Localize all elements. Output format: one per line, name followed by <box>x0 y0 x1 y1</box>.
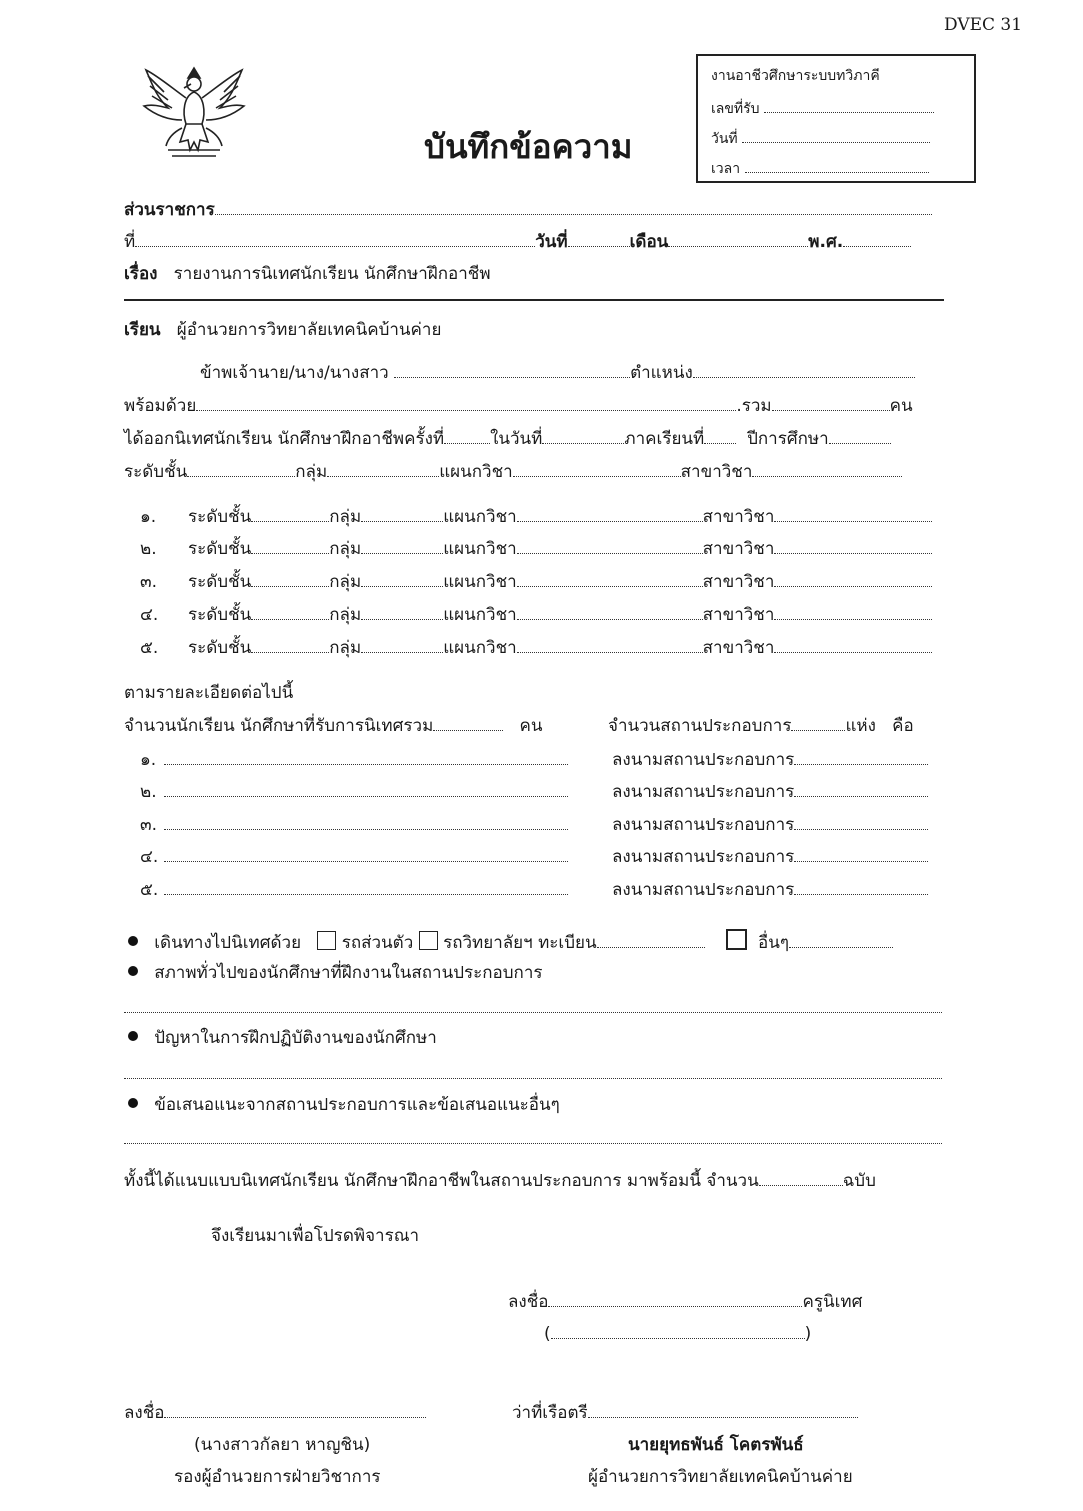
ref-label: ที่ <box>124 232 136 252</box>
bullet-icon <box>128 1031 138 1041</box>
paren-close: ) <box>804 1324 812 1344</box>
group-number: ๕. <box>140 638 159 658</box>
company-number: ๒. <box>140 782 157 802</box>
group-group-label: กลุ่ม <box>329 638 362 658</box>
director-prefix: ว่าที่เรือตรี <box>512 1403 588 1423</box>
companies-is: คือ <box>892 716 914 736</box>
level-label: ระดับชั้น <box>124 462 188 482</box>
group-dept-field[interactable] <box>517 507 703 522</box>
ref-row <box>124 231 911 253</box>
company-sign-field[interactable] <box>794 782 928 797</box>
condition-field[interactable] <box>124 1012 942 1013</box>
bullet-icon <box>128 1098 138 1108</box>
group-major-label: สาขาวิชา <box>702 605 775 625</box>
group-group-field[interactable] <box>361 605 443 620</box>
group-level-label: ระดับชั้น <box>188 638 252 658</box>
problems-field[interactable] <box>124 1078 942 1079</box>
department-subject-label: แผนกวิชา <box>439 462 513 482</box>
travel-label: เดินทางไปนิเทศด้วย <box>154 933 302 953</box>
company-sign-row <box>612 879 928 901</box>
group-number: ๔. <box>140 605 159 625</box>
company-name-field[interactable] <box>164 750 568 765</box>
deputy-sign-row <box>124 1402 426 1424</box>
attach-row <box>124 1170 876 1192</box>
group-dept-field[interactable] <box>517 572 703 587</box>
company-name-field[interactable] <box>164 847 568 862</box>
to-text: ผู้อำนวยการวิทยาลัยเทคนิคบ้านค่าย <box>176 320 442 340</box>
director-sign-field[interactable] <box>588 1403 858 1418</box>
group-group-field[interactable] <box>361 638 443 653</box>
college-car-label: รถวิทยาลัยฯ ทะเบียน <box>443 933 597 953</box>
problems-row <box>128 1027 437 1049</box>
group-level-field[interactable] <box>251 572 329 587</box>
companies-count-row <box>608 715 914 737</box>
companies-label: จำนวนสถานประกอบการ <box>608 716 792 736</box>
deputy-sign-label: ลงชื่อ <box>124 1403 165 1423</box>
suggestions-field[interactable] <box>124 1143 942 1144</box>
condition-label: สภาพทั่วไปของนักศึกษาที่ฝึกงานในสถานประกอบการ <box>154 963 543 983</box>
company-number: ๕. <box>140 880 159 900</box>
position-field[interactable] <box>693 363 915 378</box>
form-code: DVEC 31 <box>944 15 1023 35</box>
company-row <box>140 846 568 868</box>
subject-label: เรื่อง <box>124 264 158 284</box>
group-group-field[interactable] <box>361 507 443 522</box>
day-label: วันที่ <box>535 232 568 252</box>
total-field[interactable] <box>772 396 890 411</box>
supervisor-name-row <box>544 1323 811 1345</box>
group-major-label: สาขาวิชา <box>702 539 775 559</box>
receipt-box <box>696 54 976 183</box>
accompany-label: พร้อมด้วย <box>124 396 197 416</box>
company-sign-label: ลงนามสถานประกอบการ <box>612 782 795 802</box>
company-sign-row <box>612 749 928 771</box>
subject-row <box>124 263 491 285</box>
major-label: สาขาวิชา <box>680 462 753 482</box>
company-name-field[interactable] <box>164 880 568 895</box>
students-field[interactable] <box>433 716 503 731</box>
position-label: ตำแหน่ง <box>630 363 693 383</box>
academic-year-field[interactable] <box>829 429 891 444</box>
body-line-3 <box>124 428 891 450</box>
name-field[interactable] <box>394 363 630 378</box>
receipt-time-field[interactable] <box>745 158 929 173</box>
name-label: ข้าพเจ้านาย/นาง/นางสาว <box>200 363 389 383</box>
company-sign-field[interactable] <box>794 880 928 895</box>
group-major-field[interactable] <box>774 605 932 620</box>
bullet-icon <box>128 966 138 976</box>
travel-row <box>128 929 893 954</box>
group-row <box>140 571 932 593</box>
closing-text: จึงเรียนมาเพื่อโปรดพิจารณา <box>211 1226 420 1246</box>
group-level-field[interactable] <box>251 507 329 522</box>
subject-text: รายงานการนิเทศนักเรียน นักศึกษาฝึกอาชีพ <box>173 264 491 284</box>
company-sign-label: ลงนามสถานประกอบการ <box>612 815 795 835</box>
group-level-label: ระดับชั้น <box>188 605 252 625</box>
company-sign-label: ลงนามสถานประกอบการ <box>612 847 795 867</box>
director-sign-row <box>512 1402 858 1424</box>
receipt-no-label: เลขที่รับ <box>711 101 760 117</box>
group-level-label: ระดับชั้น <box>188 572 252 592</box>
group-level-label: ระดับชั้น <box>188 539 252 559</box>
group-level-field[interactable] <box>251 605 329 620</box>
major-field[interactable] <box>752 462 902 477</box>
group-group-field[interactable] <box>361 539 443 554</box>
group-group-label: กลุ่ม <box>329 605 362 625</box>
suggestions-row <box>128 1094 560 1116</box>
body-line-1 <box>200 362 915 384</box>
group-major-label: สาขาวิชา <box>702 572 775 592</box>
other-travel-checkbox[interactable] <box>726 929 747 950</box>
group-major-field[interactable] <box>774 572 932 587</box>
company-sign-row <box>612 814 928 836</box>
group-level-field[interactable] <box>251 539 329 554</box>
to-label: เรียน <box>124 320 161 340</box>
bullet-icon <box>128 936 138 946</box>
company-sign-field[interactable] <box>794 847 928 862</box>
total-label: .รวม <box>736 396 772 416</box>
supervisor-sign-field[interactable] <box>548 1292 802 1307</box>
level-field[interactable] <box>187 462 295 477</box>
visit-date-field[interactable] <box>542 429 624 444</box>
ref-field[interactable] <box>135 232 535 247</box>
receipt-date-row <box>711 128 930 148</box>
year-label: พ.ศ. <box>808 232 844 252</box>
company-row <box>140 749 568 771</box>
deputy-name: (นางสาวกัลยา หาญชิน) <box>194 1435 371 1455</box>
receipt-date-field[interactable] <box>742 128 930 143</box>
department-subject-field[interactable] <box>513 462 681 477</box>
company-name-field[interactable] <box>164 815 568 830</box>
company-sign-label: ลงนามสถานประกอบการ <box>612 750 795 770</box>
company-sign-row <box>612 781 928 803</box>
condition-row <box>128 962 543 984</box>
problems-label: ปัญหาในการฝึกปฏิบัติงานของนักศึกษา <box>154 1028 437 1048</box>
attach-text: ทั้งนี้ได้แนบแบบนิเทศนักเรียน นักศึกษาฝึกอาชีพในสถานประกอบการ มาพร้อมนี้ จำนวน <box>124 1171 759 1191</box>
group-group-label: กลุ่ม <box>329 507 362 527</box>
group-dept-label: แผนกวิชา <box>443 605 517 625</box>
company-number: ๑. <box>140 750 157 770</box>
department-field[interactable] <box>215 200 932 215</box>
group-dept-field[interactable] <box>517 638 703 653</box>
group-row <box>140 506 932 528</box>
semester-field[interactable] <box>704 429 736 444</box>
total-unit: คน <box>889 396 913 416</box>
visit-date-label: ในวันที่ <box>490 429 543 449</box>
company-sign-row <box>612 846 928 868</box>
attach-unit: ฉบับ <box>842 1171 876 1191</box>
students-row <box>124 715 543 737</box>
group-major-label: สาขาวิชา <box>702 638 775 658</box>
group-dept-label: แผนกวิชา <box>443 539 517 559</box>
visit-number-label: ได้ออกนิเทศนักเรียน นักศึกษาฝึกอาชีพครั้งที่ <box>124 429 445 449</box>
group-dept-label: แผนกวิชา <box>443 638 517 658</box>
group-level-field[interactable] <box>251 638 329 653</box>
company-number: ๔. <box>140 847 159 867</box>
page-title: บันทึกข้อความ <box>424 127 633 166</box>
department-row <box>124 199 932 221</box>
month-label: เดือน <box>629 232 669 252</box>
other-travel-label: อื่นๆ <box>758 933 789 953</box>
month-field[interactable] <box>668 232 808 247</box>
day-field[interactable] <box>568 232 630 247</box>
group-label: กลุ่ม <box>295 462 328 482</box>
company-sign-label: ลงนามสถานประกอบการ <box>612 880 795 900</box>
group-group-field[interactable] <box>361 572 443 587</box>
registration-field[interactable] <box>597 933 705 948</box>
department-label: ส่วนราชการ <box>124 200 215 220</box>
companies-field[interactable] <box>791 716 845 731</box>
group-row <box>140 604 932 626</box>
group-number: ๓. <box>140 572 158 592</box>
group-row <box>140 637 932 659</box>
group-number: ๒. <box>140 539 157 559</box>
college-car-checkbox[interactable] <box>419 931 438 950</box>
body-line-2 <box>124 395 913 417</box>
group-group-label: กลุ่ม <box>329 572 362 592</box>
group-level-label: ระดับชั้น <box>188 507 252 527</box>
receipt-time-row <box>711 158 929 178</box>
receipt-date-label: วันที่ <box>711 131 738 147</box>
receipt-office: งานอาชีวศึกษาระบบทวิภาคี <box>711 68 880 84</box>
receipt-time-label: เวลา <box>711 161 741 177</box>
director-title: ผู้อำนวยการวิทยาลัยเทคนิคบ้านค่าย <box>588 1467 853 1487</box>
students-unit: คน <box>519 716 543 736</box>
body-line-4 <box>124 461 902 483</box>
private-car-checkbox[interactable] <box>317 931 336 950</box>
to-row <box>124 319 441 341</box>
suggestions-label: ข้อเสนอแนะจากสถานประกอบการและข้อเสนอแนะอื่นๆ <box>154 1095 560 1115</box>
company-sign-field[interactable] <box>794 750 928 765</box>
group-dept-field[interactable] <box>517 605 703 620</box>
group-dept-label: แผนกวิชา <box>443 572 517 592</box>
supervisor-name-field[interactable] <box>551 1324 805 1339</box>
other-travel-field[interactable] <box>789 933 893 948</box>
company-row <box>140 814 568 836</box>
attach-count-field[interactable] <box>759 1171 843 1186</box>
receipt-no-row <box>711 98 934 118</box>
garuda-emblem-icon <box>138 62 250 162</box>
group-major-field[interactable] <box>774 507 932 522</box>
group-number: ๑. <box>140 507 157 527</box>
private-car-label: รถส่วนตัว <box>341 933 414 953</box>
accompany-field[interactable] <box>196 396 736 411</box>
company-number: ๓. <box>140 815 158 835</box>
header-divider <box>124 299 944 301</box>
receipt-no-field[interactable] <box>764 98 934 113</box>
group-major-label: สาขาวิชา <box>702 507 775 527</box>
supervisor-role: ครูนิเทศ <box>802 1292 863 1312</box>
group-group-label: กลุ่ม <box>329 539 362 559</box>
companies-unit: แห่ง <box>845 716 876 736</box>
supervisor-sign-label: ลงชื่อ <box>508 1292 549 1312</box>
year-field[interactable] <box>843 232 911 247</box>
company-row <box>140 781 568 803</box>
group-major-field[interactable] <box>774 638 932 653</box>
group-dept-field[interactable] <box>517 539 703 554</box>
visit-number-field[interactable] <box>444 429 490 444</box>
deputy-title: รองผู้อำนวยการฝ่ายวิชาการ <box>174 1467 381 1487</box>
group-field[interactable] <box>327 462 439 477</box>
students-label: จำนวนนักเรียน นักศึกษาที่รับการนิเทศรวม <box>124 716 434 736</box>
details-intro: ตามรายละเอียดต่อไปนี้ <box>124 683 294 703</box>
company-name-field[interactable] <box>164 782 568 797</box>
director-name: นายยุทธพันธ์ โคตรพันธ์ <box>628 1435 804 1455</box>
company-row <box>140 879 568 901</box>
paren-open: ( <box>544 1324 551 1344</box>
supervisor-sign-row <box>508 1291 862 1313</box>
semester-label: ภาคเรียนที่ <box>624 429 705 449</box>
academic-year-label: ปีการศึกษา <box>747 429 829 449</box>
group-row <box>140 538 932 560</box>
deputy-sign-field[interactable] <box>164 1403 426 1418</box>
group-dept-label: แผนกวิชา <box>443 507 517 527</box>
group-major-field[interactable] <box>774 539 932 554</box>
company-sign-field[interactable] <box>794 815 928 830</box>
